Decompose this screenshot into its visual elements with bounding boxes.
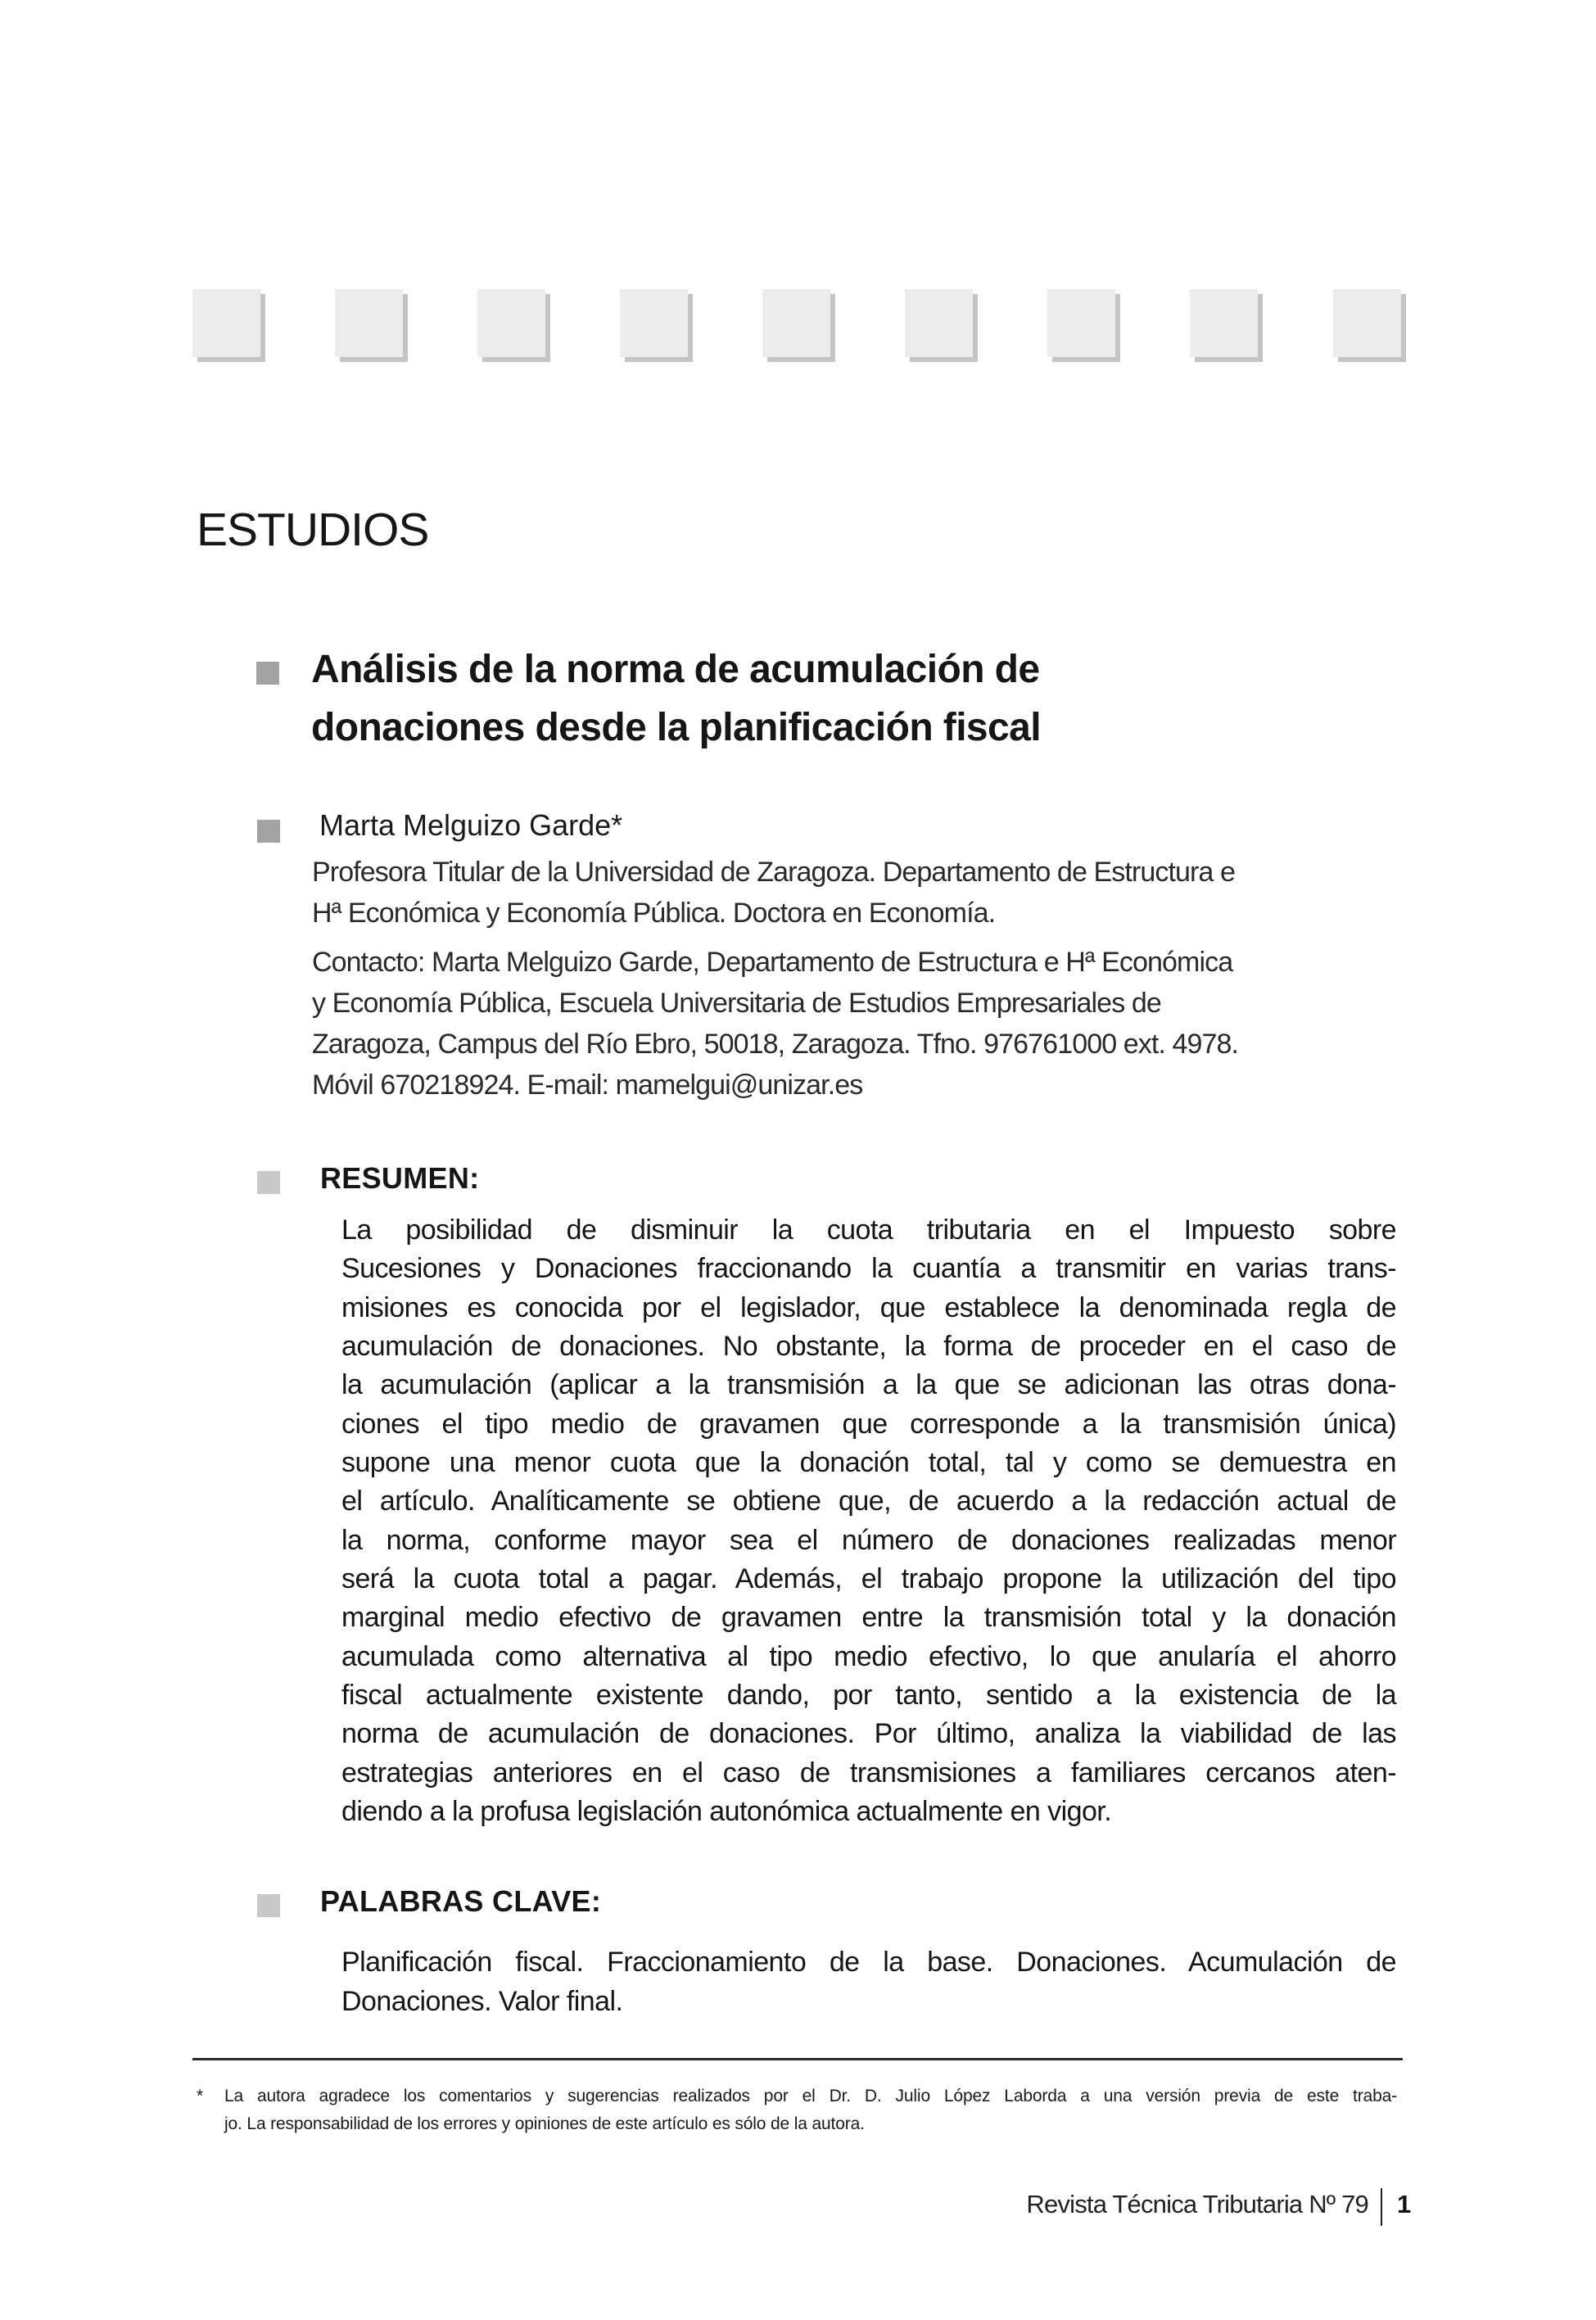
keywords-line: Donaciones. Valor final.: [341, 1986, 623, 2017]
abstract-line: acumulación de donaciones. No obstante, la forma de proceder en el caso de: [341, 1331, 1396, 1363]
decorative-box: [620, 289, 688, 357]
decorative-box: [477, 289, 545, 357]
keywords-bullet-icon: [257, 1894, 280, 1917]
footnote-text: [224, 2083, 1397, 2138]
footnote-divider: [192, 2058, 1403, 2060]
abstract-line: Sucesiones y Donaciones fraccionando la cuantía a transmitir en varias trans-: [341, 1253, 1396, 1285]
keywords-body: [341, 1942, 1396, 2021]
abstract-heading: RESUMEN:: [320, 1161, 480, 1195]
decorative-box: [335, 289, 403, 357]
page-number: 1: [1397, 2190, 1412, 2218]
abstract-line: estrategias anteriores en el caso de transmisiones a familiares cercanos aten-: [341, 1757, 1396, 1789]
footnote-marker: *: [197, 2087, 204, 2105]
contact-line: Contacto: Marta Melguizo Garde, Departamento de Estructura e Hª Económica: [312, 947, 1233, 978]
abstract-line: supone una menor cuota que la donación total, tal y como se demuestra en: [341, 1447, 1396, 1479]
title-line: donaciones desde la planificación fiscal: [311, 706, 1041, 749]
abstract-bullet-icon: [257, 1171, 280, 1194]
abstract-line: acumulada como alternativa al tipo medio efectivo, lo que anularía el ahorro: [341, 1640, 1396, 1672]
abstract-line: el artículo. Analíticamente se obtiene que, de acuerdo a la redacción actual de: [341, 1486, 1396, 1517]
abstract-line: la norma, conforme mayor sea el número de donaciones realizadas menor: [341, 1524, 1396, 1556]
contact-line: Móvil 670218924. E-mail: mamelgui@unizar.es: [312, 1070, 863, 1101]
abstract-line: la acumulación (aplicar a la transmisión a la que se adicionan las otras dona-: [341, 1369, 1396, 1401]
decorative-box: [192, 289, 260, 357]
section-label: ESTUDIOS: [197, 504, 429, 556]
footnote-line: jo. La responsabilidad de los errores y opiniones de este artículo es sólo de la autora.: [224, 2114, 865, 2133]
abstract-line: fiscal actualmente existente dando, por tanto, sentido a la existencia de la: [341, 1680, 1396, 1712]
abstract-line: ciones el tipo medio de gravamen que corresponde a la transmisión única): [341, 1408, 1396, 1440]
footnote-line: La autora agradece los comentarios y sugerencias realizados por el Dr. D. Julio López Laborda a una versión previa de este traba-: [224, 2087, 1397, 2105]
decorative-box: [905, 289, 973, 357]
title-line: Análisis de la norma de acumulación de: [311, 648, 1040, 691]
decorative-box-row: [192, 289, 1404, 363]
author-affiliation: [312, 852, 1398, 934]
abstract-line: La posibilidad de disminuir la cuota tributaria en el Impuesto sobre: [341, 1214, 1396, 1246]
abstract-line: diendo a la profusa legislación autonómica actualmente en vigor.: [341, 1796, 1112, 1828]
contact-line: y Economía Pública, Escuela Universitaria de Estudios Empresariales de: [312, 988, 1161, 1019]
decorative-box: [1047, 289, 1115, 357]
affiliation-line: Hª Económica y Economía Pública. Doctora en Economía.: [312, 898, 996, 929]
abstract-line: misiones es conocida por el legislador, que establece la denominada regla de: [341, 1291, 1396, 1323]
author-bullet-icon: [257, 820, 280, 843]
article-title: [311, 640, 1294, 757]
abstract-line: marginal medio efectivo de gravamen entre la transmisión total y la donación: [341, 1602, 1396, 1634]
decorative-box: [762, 289, 830, 357]
decorative-box: [1190, 289, 1258, 357]
page-footer: [983, 2188, 1412, 2227]
abstract-line: norma de acumulación de donaciones. Por último, analiza la viabilidad de las: [341, 1718, 1396, 1750]
affiliation-line: Profesora Titular de la Universidad de Zaragoza. Departamento de Estructura e: [312, 857, 1235, 888]
journal-name: Revista Técnica Tributaria Nº 79: [1026, 2190, 1368, 2218]
decorative-box: [1333, 289, 1401, 357]
keywords-heading: PALABRAS CLAVE:: [320, 1884, 602, 1918]
abstract-body: [341, 1211, 1396, 1832]
contact-line: Zaragoza, Campus del Río Ebro, 50018, Zaragoza. Tfno. 976761000 ext. 4978.: [312, 1029, 1239, 1060]
keywords-line: Planificación fiscal. Fraccionamiento de la base. Donaciones. Acumulación de: [341, 1947, 1396, 1978]
title-bullet-icon: [256, 662, 279, 685]
footer-separator: [1381, 2188, 1382, 2226]
author-contact: [312, 942, 1398, 1106]
author-name: Marta Melguizo Garde*: [319, 808, 623, 842]
abstract-line: será la cuota total a pagar. Además, el trabajo propone la utilización del tipo: [341, 1563, 1396, 1595]
